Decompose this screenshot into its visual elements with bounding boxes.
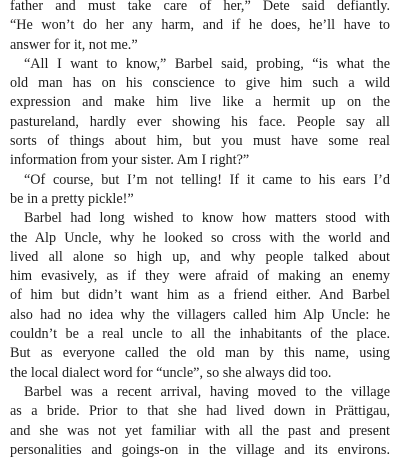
text-line: Barbel had long wished to know how matters stood with xyxy=(24,210,390,227)
text-line: the Alp Uncle, why he looked so cross with the world and xyxy=(10,229,390,246)
text-line: answer for it, not me.” xyxy=(10,36,138,53)
text-line: expression and make him live like a hermit up on the xyxy=(10,94,390,111)
text-line: personalities and goings-on in the village and its environs. xyxy=(10,441,390,458)
text-line: be in a pretty pickle!” xyxy=(10,190,134,207)
text-line: But as everyone called the old man by this name, using xyxy=(10,345,390,362)
text-line: “All I want to know,” Barbel said, probing, “is what the xyxy=(24,55,390,72)
text-line: information from your sister. Am I right?” xyxy=(10,152,250,169)
text-line: also had no idea why the villagers called him Alp Uncle: he xyxy=(10,306,390,323)
text-line: lived all alone so high up, and why people talked about xyxy=(10,248,390,265)
text-line: father and must take care of her,” Dete said defiantly. xyxy=(10,0,390,14)
text-line: him evasively, as if they were afraid of making an enemy xyxy=(10,268,390,285)
text-line: Barbel was a recent arrival, having moved to the village xyxy=(24,383,390,400)
text-line: old man has on his conscience to give him such a wild xyxy=(10,75,390,92)
text-line: “He won’t do her any harm, and if he does, he’ll have to xyxy=(10,17,390,34)
text-line: of him but didn’t want him as a friend either. And Barbel xyxy=(10,287,390,304)
text-line: sorts of things about him, but you must have some real xyxy=(10,133,390,150)
text-line: as a bride. Prior to that she had lived down in Prättigau, xyxy=(10,403,390,420)
text-line: couldn’t be a real uncle to all the inhabitants of the place. xyxy=(10,326,390,343)
text-line: pastureland, hardly ever showing his face. People say all xyxy=(10,113,390,130)
text-line: “Of course, but I’m not telling! If it came to his ears I’d xyxy=(24,171,390,188)
text-line: and she was not yet familiar with all the past and present xyxy=(10,422,390,439)
text-line: the local dialect word for “uncle”, so she always did too. xyxy=(10,364,332,381)
body-text xyxy=(10,0,390,460)
